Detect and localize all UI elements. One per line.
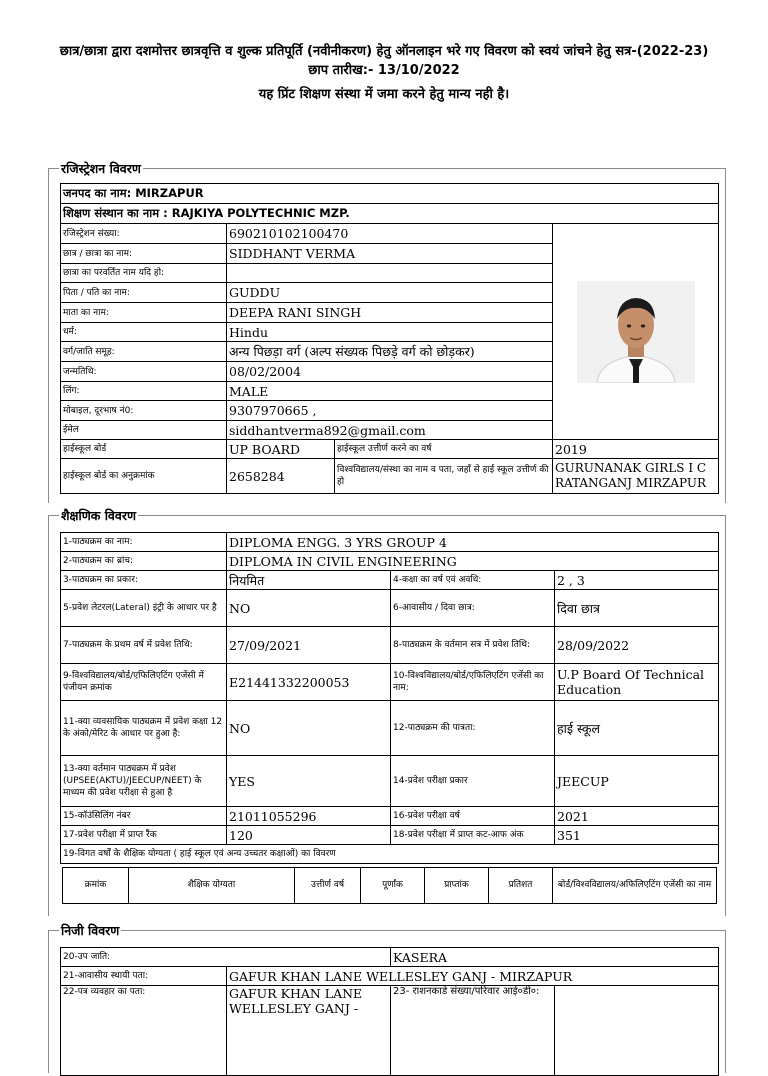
course-type-label: 3-पाठ्यक्रम का प्रकार: bbox=[61, 571, 227, 590]
mobile-label: मोबाइल, दूरभाष नं0: bbox=[61, 401, 227, 421]
course-name-value: DIPLOMA ENGG. 3 YRS GROUP 4 bbox=[227, 533, 719, 552]
subcaste-value: KASERA bbox=[391, 948, 719, 967]
personal-legend: निजी विवरण bbox=[61, 923, 120, 938]
course-eligibility-value: हाई स्कूल bbox=[555, 701, 719, 756]
validity-note: यह प्रिंट शिक्षण संस्था में जमा करने हेतु मान्य नही है। bbox=[258, 87, 510, 102]
table-row bbox=[61, 701, 719, 756]
hs-board-label: हाईस्कूल बोर्ड bbox=[61, 440, 227, 459]
registration-number-label: रजिस्ट्रेशन संख्या: bbox=[61, 224, 227, 244]
academic-legend: शैक्षणिक विवरण bbox=[61, 508, 136, 523]
table-row bbox=[61, 826, 719, 845]
class12-merit-label: 11-क्या व्यवसायिक पाठ्यक्रम में प्रवेश कक्षा 12 के अंको/मेरिट के आधार पर हुआ है: bbox=[61, 701, 227, 756]
first-year-admission-value: 27/09/2021 bbox=[227, 627, 391, 664]
cutoff-marks-value: 351 bbox=[555, 826, 719, 845]
col-obtained-marks: प्राप्तांक bbox=[425, 868, 489, 904]
class12-merit-value: NO bbox=[227, 701, 391, 756]
current-session-admission-label: 8-पाठ्यक्रम के वर्तमान सत्र में प्रवेश तिथि: bbox=[391, 627, 555, 664]
hs-board-value: UP BOARD bbox=[227, 440, 335, 459]
qualification-table bbox=[62, 867, 717, 904]
photo-cell bbox=[553, 224, 719, 440]
table-row bbox=[61, 459, 719, 494]
exam-year-value: 2021 bbox=[555, 807, 719, 826]
correspondence-address-label: 22-पत्र व्यवहार का पता: bbox=[61, 986, 227, 1076]
hs-year-label: हाईस्कूल उत्तीर्ण करने का वर्ष bbox=[335, 440, 553, 459]
ration-card-label: 23- राशनकार्ड संख्या/परिवार आई०डी०: bbox=[391, 986, 555, 1076]
counseling-number-value: 21011055296 bbox=[227, 807, 391, 826]
exam-year-label: 16-प्रवेश परीक्षा वर्ष bbox=[391, 807, 555, 826]
class-year-label: 4-कक्षा का वर्ष एवं अवधि: bbox=[391, 571, 555, 590]
table-row bbox=[61, 590, 719, 627]
col-percentage: प्रतिशत bbox=[489, 868, 553, 904]
entrance-exam-value: YES bbox=[227, 756, 391, 807]
hs-roll-label: हाईस्कूल बोर्ड का अनुक्रमांक bbox=[61, 459, 227, 494]
student-photo bbox=[577, 281, 695, 383]
mother-name-value: DEEPA RANI SINGH bbox=[227, 303, 553, 323]
student-name-value: SIDDHANT VERMA bbox=[227, 244, 553, 264]
table-row bbox=[61, 224, 719, 244]
table-row bbox=[61, 756, 719, 807]
first-year-admission-label: 7-पाठ्यक्रम के प्रथम वर्ष में प्रवेश तिथि: bbox=[61, 627, 227, 664]
exam-rank-value: 120 bbox=[227, 826, 391, 845]
table-row bbox=[61, 571, 719, 590]
col-serial: क्रमांक bbox=[63, 868, 129, 904]
correspondence-address-value: GAFUR KHAN LANE WELLESLEY GANJ - bbox=[227, 986, 391, 1076]
residential-label: 6-आवासीय / दिवा छात्र: bbox=[391, 590, 555, 627]
exam-rank-label: 17-प्रवेश परीक्षा में प्राप्त रैंक bbox=[61, 826, 227, 845]
hs-roll-value: 2658284 bbox=[227, 459, 335, 494]
class-year-value: 2 , 3 bbox=[555, 571, 719, 590]
permanent-address-value: GAFUR KHAN LANE WELLESLEY GANJ - MIRZAPUR bbox=[227, 967, 719, 986]
university-name-label: 10-विश्वविद्यालय/बोर्ड/एफिलिएटिंग एजेंसी का नाम: bbox=[391, 664, 555, 701]
ration-card-value bbox=[555, 986, 719, 1076]
course-name-label: 1-पाठ्यक्रम का नाम: bbox=[61, 533, 227, 552]
table-row bbox=[61, 948, 719, 967]
dob-value: 08/02/2004 bbox=[227, 362, 553, 382]
qualification-title: 19-विगत वर्षों के शैक्षिक योग्यता ( हाई स्कूल एवं अन्य उच्चतर कक्षाओं) का विवरण bbox=[61, 845, 719, 864]
col-pass-year: उत्तीर्ण वर्ष bbox=[295, 868, 361, 904]
gender-value: MALE bbox=[227, 382, 553, 401]
enrollment-number-label: 9-विश्वविद्यालय/बोर्ड/एफिलिएटिंग एजेंसी में पंजीयन क्रमांक bbox=[61, 664, 227, 701]
current-session-admission-value: 28/09/2022 bbox=[555, 627, 719, 664]
religion-value: Hindu bbox=[227, 323, 553, 342]
residential-value: दिवा छात्र bbox=[555, 590, 719, 627]
personal-table bbox=[60, 947, 719, 1076]
exam-type-label: 14-प्रवेश परीक्षा प्रकार bbox=[391, 756, 555, 807]
district-name: जनपद का नाम: MIRZAPUR bbox=[61, 184, 719, 204]
category-value: अन्य पिछड़ा वर्ग (अल्प संख्यक पिछड़े वर्ग को छोड़कर) bbox=[227, 342, 553, 362]
registration-number-value: 690210102100470 bbox=[227, 224, 553, 244]
lateral-entry-value: NO bbox=[227, 590, 391, 627]
changed-name-value bbox=[227, 264, 553, 283]
subcaste-label: 20-उप जाति: bbox=[61, 948, 391, 967]
exam-type-value: JEECUP bbox=[555, 756, 719, 807]
dob-label: जन्मतिथि: bbox=[61, 362, 227, 382]
table-row bbox=[61, 986, 719, 1076]
hs-year-value: 2019 bbox=[553, 440, 719, 459]
father-name-value: GUDDU bbox=[227, 283, 553, 303]
col-board-name: बोर्ड/विश्वविद्यालय/अफिलिएटिंग एजेंसी का नाम bbox=[553, 868, 717, 904]
cutoff-marks-label: 18-प्रवेश परीक्षा में प्राप्त कट-आफ अंक bbox=[391, 826, 555, 845]
entrance-exam-label: 13-क्या वर्तमान पाठ्यक्रम में प्रवेश (UPSEE(AKTU)/JEECUP/NEET) के माध्यम की प्रवेश परीक्षा से हुआ है bbox=[61, 756, 227, 807]
lateral-entry-label: 5-प्रवेश लेटरल(Lateral) इंट्री के आधार पर है bbox=[61, 590, 227, 627]
col-max-marks: पूर्णांक bbox=[361, 868, 425, 904]
father-name-label: पिता / पति का नाम: bbox=[61, 283, 227, 303]
table-row bbox=[61, 807, 719, 826]
qualification-header-row bbox=[63, 868, 717, 904]
course-branch-label: 2-पाठ्यक्रम का ब्रांच: bbox=[61, 552, 227, 571]
course-branch-value: DIPLOMA IN CIVIL ENGINEERING bbox=[227, 552, 719, 571]
category-label: वर्ग/जाति समूह: bbox=[61, 342, 227, 362]
course-type-value: नियमित bbox=[227, 571, 391, 590]
student-name-label: छात्र / छात्रा का नाम: bbox=[61, 244, 227, 264]
university-name-value: U.P Board Of Technical Education bbox=[555, 664, 719, 701]
religion-label: धर्म: bbox=[61, 323, 227, 342]
institution-name: शिक्षण संस्थान का नाम : RAJKIYA POLYTECHNIC MZP. bbox=[61, 204, 719, 224]
col-qualification: शैक्षिक योग्यता bbox=[129, 868, 295, 904]
registration-legend: रजिस्ट्रेशन विवरण bbox=[61, 161, 141, 176]
mother-name-label: माता का नाम: bbox=[61, 303, 227, 323]
enrollment-number-value: E21441332200053 bbox=[227, 664, 391, 701]
registration-table bbox=[60, 183, 719, 494]
changed-name-label: छात्रा का परवर्तित नाम यदि हो: bbox=[61, 264, 227, 283]
course-eligibility-label: 12-पाठ्यक्रम की पात्रता: bbox=[391, 701, 555, 756]
hs-school-label: विश्वविद्यालय/संस्था का नाम व पता, जहाँ से हाई स्कूल उत्तीर्ण की हो bbox=[335, 459, 553, 494]
table-row bbox=[61, 664, 719, 701]
print-date: छाप तारीख:- 13/10/2022 bbox=[308, 63, 460, 78]
gender-label: लिंग: bbox=[61, 382, 227, 401]
form-title: छात्र/छात्रा द्वारा दशमोत्तर छात्रवृत्ति व शुल्क प्रतिपूर्ति (नवीनीकरण) हेतु ऑनलाइन भरे गए विवरण को स्वयं जांचने हेतु सत्र-(2022-23) bbox=[59, 44, 709, 59]
counseling-number-label: 15-कॉउंसिलिंग नंबर bbox=[61, 807, 227, 826]
permanent-address-label: 21-आवासीय स्थायी पता: bbox=[61, 967, 227, 986]
table-row bbox=[61, 440, 719, 459]
table-row bbox=[61, 627, 719, 664]
mobile-value: 9307970665 , bbox=[227, 401, 553, 421]
hs-school-value: GURUNANAK GIRLS I C RATANGANJ MIRZAPUR bbox=[553, 459, 719, 494]
email-label: ईमेल bbox=[61, 421, 227, 440]
academic-table bbox=[60, 532, 719, 864]
email-value: siddhantverma892@gmail.com bbox=[227, 421, 553, 440]
table-row bbox=[61, 967, 719, 986]
